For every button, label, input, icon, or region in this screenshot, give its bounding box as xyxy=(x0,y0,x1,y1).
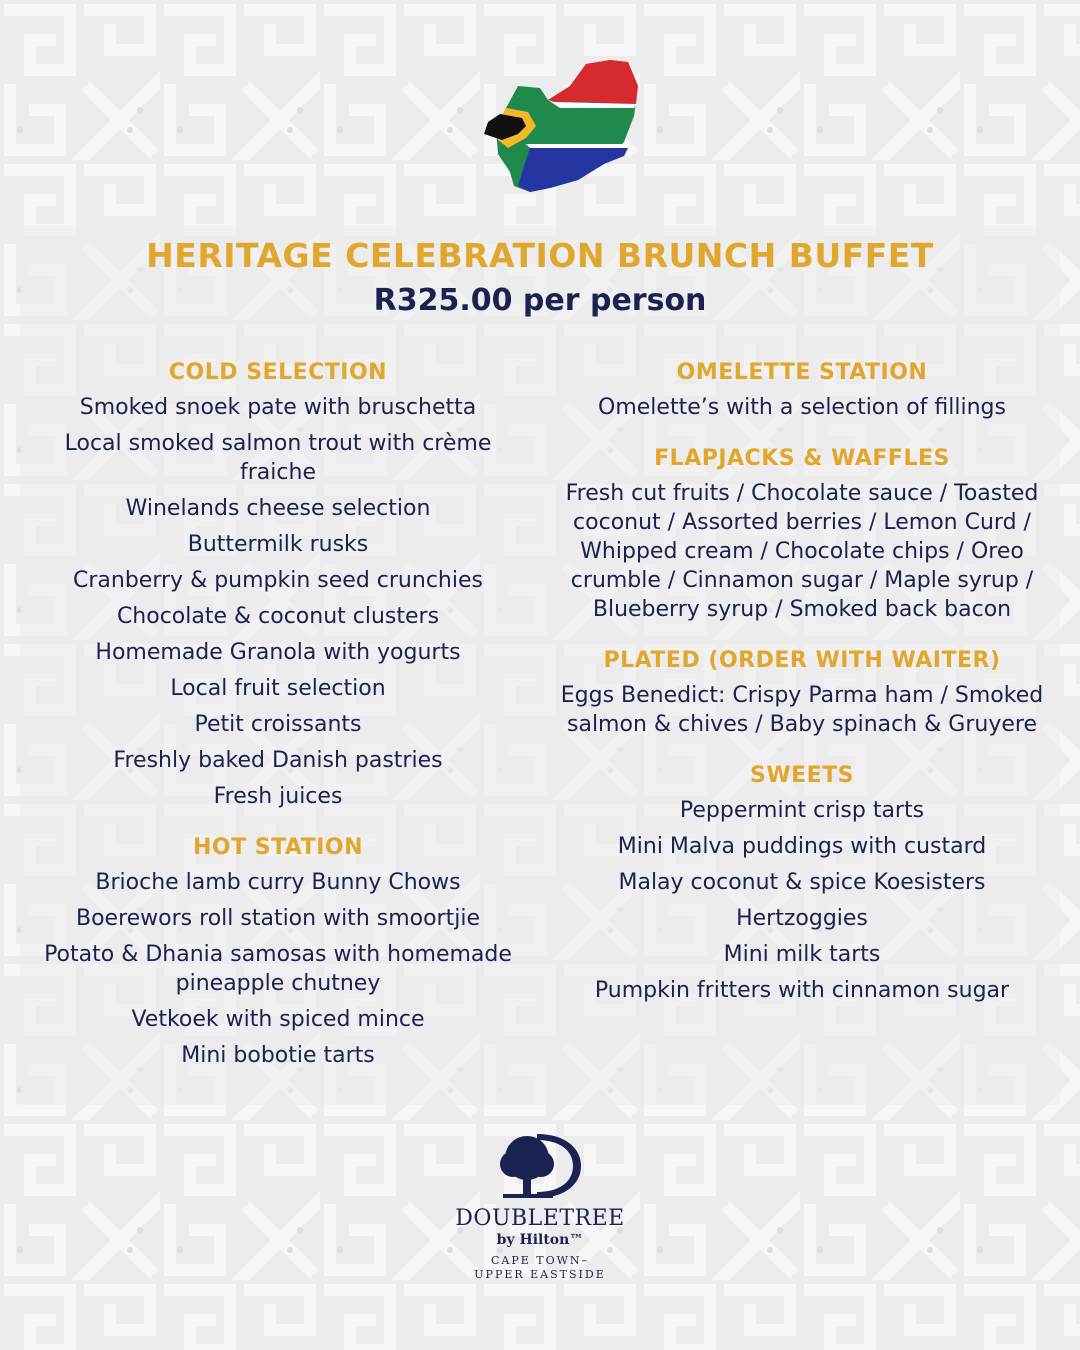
menu-item: Peppermint crisp tarts xyxy=(679,798,925,823)
section-heading: COLD SELECTION xyxy=(168,360,388,385)
menu-item: Mini milk tarts xyxy=(723,942,881,967)
menu-item: Buttermilk rusks xyxy=(187,532,369,557)
tree-d-logo-icon xyxy=(495,1128,585,1200)
logo-by-hilton: by Hilton™ xyxy=(496,1232,584,1248)
section-heading: HOT STATION xyxy=(192,835,364,860)
sweets-section xyxy=(556,761,1048,1005)
menu-item: Omelette’s with a selection of fillings xyxy=(598,395,1006,420)
menu-item: Homemade Granola with yogurts xyxy=(95,640,461,665)
omelette-station-section xyxy=(556,358,1048,422)
section-heading: FLAPJACKS & WAFFLES xyxy=(654,446,950,471)
south-africa-flag-map-icon xyxy=(478,56,642,194)
section-heading: SWEETS xyxy=(749,763,855,788)
flapjacks-waffles-section xyxy=(556,444,1048,624)
menu-item: Winelands cheese selection xyxy=(125,496,431,521)
logo-location-line1: CAPE TOWN– xyxy=(490,1254,590,1267)
logo-brand-text: DOUBLETREE xyxy=(455,1206,625,1231)
menu-item: Boerewors roll station with smoortjie xyxy=(76,906,480,931)
menu-item: Potato & Dhania samosas with homemade pineapple chutney xyxy=(44,942,512,996)
menu-item: Petit croissants xyxy=(194,712,362,737)
logo-location-line2: UPPER EASTSIDE xyxy=(474,1268,606,1281)
menu-item: Malay coconut & spice Koesisters xyxy=(618,870,986,895)
plated-section xyxy=(556,646,1048,739)
cold-selection-section xyxy=(30,358,526,811)
menu-item: Mini Malva puddings with custard xyxy=(617,834,987,859)
menu-item: Pumpkin fritters with cinnamon sugar xyxy=(594,978,1010,1003)
right-column xyxy=(556,358,1048,1027)
menu-item: Hertzoggies xyxy=(736,906,868,931)
price-per-person: R325.00 per person xyxy=(373,283,707,318)
menu-item: Eggs Benedict: Crispy Parma ham / Smoked salmon & chives / Baby spinach & Gruyere xyxy=(560,683,1044,737)
hot-station-section xyxy=(30,833,526,1070)
menu-item: Chocolate & coconut clusters xyxy=(116,604,440,629)
menu-item: Fresh cut fruits / Chocolate sauce / Toasted coconut / Assorted berries / Lemon Curd / Whipped cream / Chocolate chips / Oreo crumble / Cinnamon sugar / Maple syrup / Blueberry syrup / Smoked back bacon xyxy=(565,481,1039,622)
menu-item: Freshly baked Danish pastries xyxy=(113,748,443,773)
menu-item: Fresh juices xyxy=(213,784,343,809)
menu-title: HERITAGE CELEBRATION BRUNCH BUFFET xyxy=(146,236,934,275)
menu-item: Vetkoek with spiced mince xyxy=(131,1007,425,1032)
menu-item: Mini bobotie tarts xyxy=(181,1043,375,1068)
section-heading: PLATED (ORDER WITH WAITER) xyxy=(603,648,1001,673)
menu-item: Smoked snoek pate with bruschetta xyxy=(79,395,477,420)
section-heading: OMELETTE STATION xyxy=(676,360,928,385)
doubletree-logo xyxy=(440,1128,640,1298)
menu-item: Cranberry & pumpkin seed crunchies xyxy=(73,568,483,593)
menu-item: Local smoked salmon trout with crème fraiche xyxy=(64,431,492,485)
menu-item: Brioche lamb curry Bunny Chows xyxy=(95,870,461,895)
left-column xyxy=(30,358,526,1092)
menu-item: Local fruit selection xyxy=(170,676,386,701)
